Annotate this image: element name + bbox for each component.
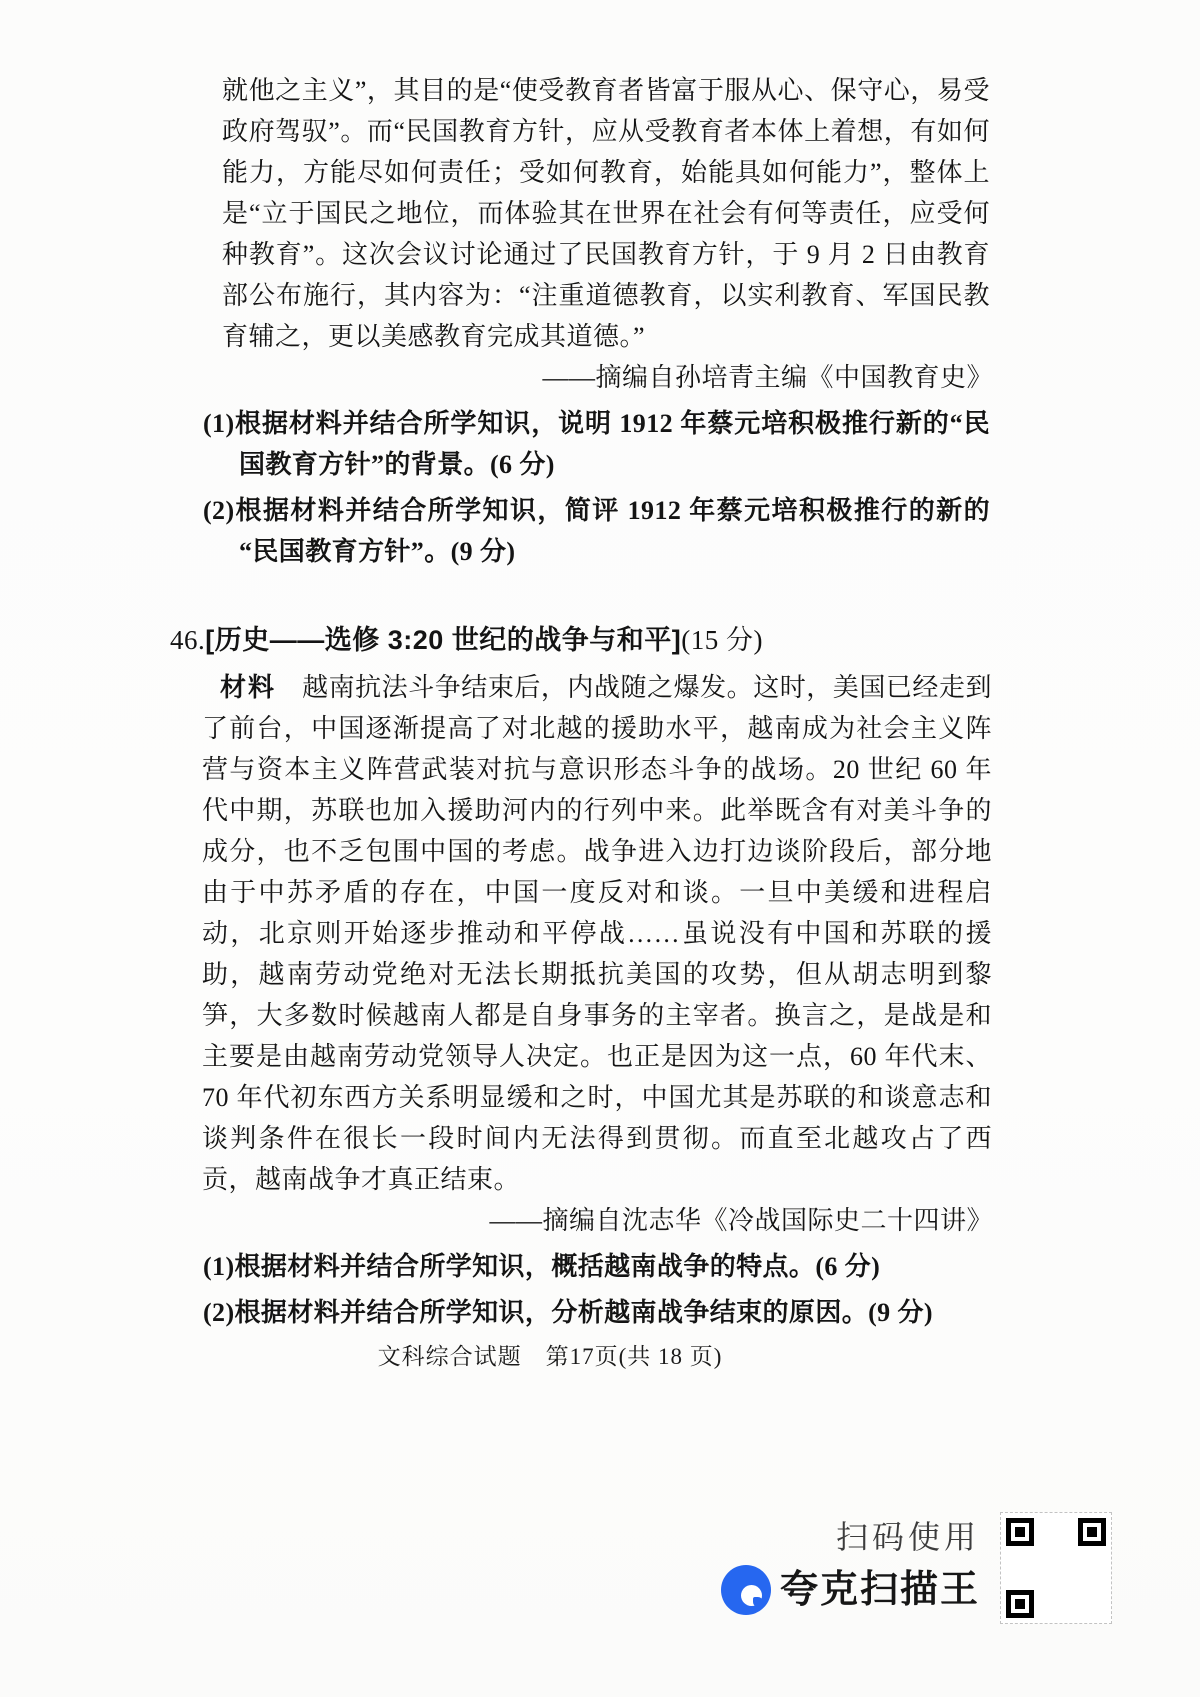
q46-material-text: 越南抗法斗争结束后，内战随之爆发。这时，美国已经走到了前台，中国逐渐提高了对北越的援助水平，越南成为社会主义阵营与资本主义阵营武装对抗与意识形态斗争的战场。20 世纪 60 年代中期，苏联也加入援助河内的行列中来。此举既含有对美斗争的成分，也不乏包围中国的考虑。战争进入边打边谈阶段后，部分地由于中苏矛盾的存在，中国一度反对和谈。一旦中美缓和进程启动，北京则开始逐步推动和平停战……虽说没有中国和苏联的援助，越南劳动党绝对无法长期抵抗美国的攻势，但从胡志明到黎笋，大多数时候越南人都是自身事务的主宰者。换言之，是战是和主要是由越南劳动党领导人决定。也正是因为这一点，60 年代末、70 年代初东西方关系明显缓和之时，中国尤其是苏联的和谈意志和谈判条件在很长一段时间内无法得到贯彻。而直至北越攻占了西贡，越南战争才真正结束。 xyxy=(202,673,992,1194)
brand-row xyxy=(721,1565,980,1615)
q46-source-citation: ——摘编自沈志华《冷战国际史二十四讲》 xyxy=(489,1206,993,1235)
question-46-section xyxy=(0,619,1200,1333)
q46-title: [历史——选修 3:20 世纪的战争与和平] xyxy=(205,625,682,655)
q45-source-citation: ——摘编自孙培青主编《中国教育史》 xyxy=(542,363,993,392)
q46-material-paragraph xyxy=(202,667,992,1200)
scan-app-banner xyxy=(721,1512,1112,1624)
app-name: 夸克扫描王 xyxy=(779,1569,980,1611)
qr-finder-top-right-icon xyxy=(1078,1518,1106,1546)
q46-material xyxy=(0,667,1200,1200)
material-label: 材料 xyxy=(220,672,277,702)
q46-number: 46. xyxy=(170,625,206,655)
q45-subquestion-1: (1)根据材料并结合所学知识，说明 1912 年蔡元培积极推行新的“民国教育方针”的背景。(6 分) xyxy=(203,409,990,479)
qr-code-icon xyxy=(1006,1518,1106,1618)
q46-score: (15 分) xyxy=(681,625,764,655)
q46-heading xyxy=(170,619,1000,661)
q45-subquestion-2: (2)根据材料并结合所学知识，简评 1912 年蔡元培积极推行的新的“民国教育方针”。(9 分) xyxy=(203,496,990,566)
q45-material-continuation: 就他之主义”，其目的是“使受教育者皆富于服从心、保守心，易受政府驾驭”。而“民国教育方针，应从受教育者本体上着想，有如何能力，方能尽如何责任；受如何教育，始能具如何能力”，整体上是“立于国民之地位，而体验其在世界在社会有何等责任，应受何种教育”。这次会议讨论通过了民国教育方针，于 9 月 2 日由教育部公布施行，其内容为：“注重道德教育，以实利教育、军国民教育辅之，更以美感教育完成其道德。” xyxy=(222,76,990,351)
qr-finder-bottom-left-icon xyxy=(1006,1590,1034,1618)
page-footer: 文科综合试题 第17页(共 18 页) xyxy=(377,1344,723,1369)
q46-subquestion-1: (1)根据材料并结合所学知识，概括越南战争的特点。(6 分) xyxy=(203,1252,881,1281)
quark-logo-icon xyxy=(721,1565,771,1615)
banner-text-block xyxy=(721,1521,980,1615)
qr-code-frame xyxy=(1000,1512,1112,1624)
q46-subquestion-2: (2)根据材料并结合所学知识，分析越南战争结束的原因。(9 分) xyxy=(203,1298,933,1327)
question-45-section xyxy=(0,70,1200,572)
qr-finder-top-left-icon xyxy=(1006,1518,1034,1546)
scan-hint-text: 扫码使用 xyxy=(835,1519,980,1555)
